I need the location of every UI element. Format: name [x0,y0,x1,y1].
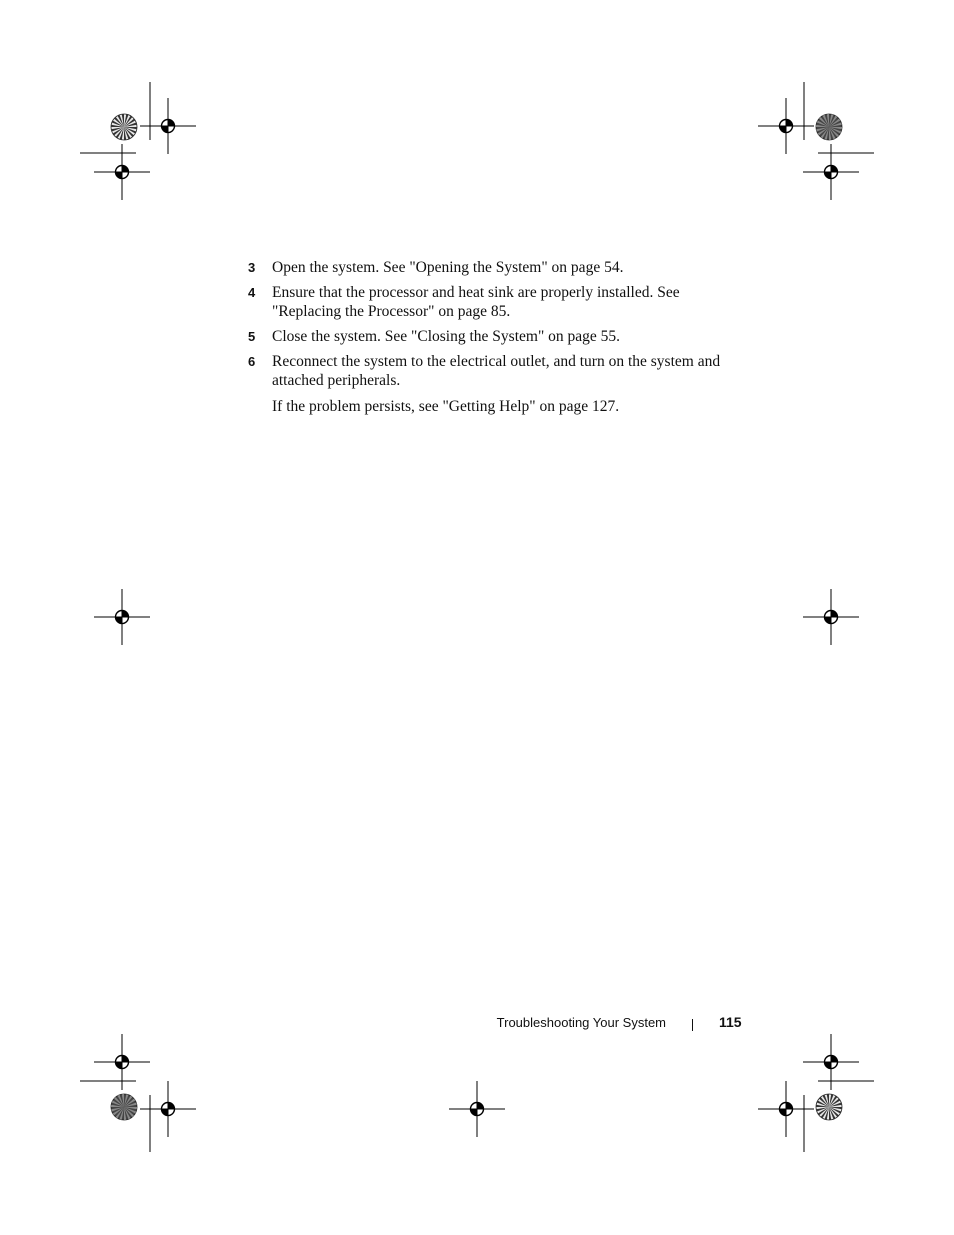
step-text: Open the system. See "Opening the System" on page 54. [272,259,624,276]
step-4 [248,283,748,321]
step-5 [248,327,748,346]
step-number: 4 [248,285,256,300]
step-3 [248,258,748,277]
footer-divider [692,1019,693,1031]
star-target-icon [111,1094,137,1120]
step-number: 3 [248,260,256,275]
star-target-icon [111,114,137,140]
registration-target-icon [94,589,150,645]
step-6 [248,352,748,390]
page-footer [0,1015,954,1035]
step-text: Close the system. See "Closing the System" on page 55. [272,328,621,345]
help-note: If the problem persists, see "Getting Help" on page 127. [272,398,620,415]
registration-target-icon [94,1034,150,1090]
star-target-icon [816,114,842,140]
step-number: 6 [248,354,256,369]
registration-target-icon [758,98,814,154]
registration-target-icon [803,1034,859,1090]
registration-target-icon [758,1081,814,1137]
registration-target-icon [140,98,196,154]
registration-target-icon [803,144,859,200]
step-text: Reconnect the system to the electrical outlet, and turn on the system and attached peripherals. [272,353,721,389]
registration-target-icon [803,589,859,645]
footer-section-title: Troubleshooting Your System [496,1015,666,1030]
step-text: Ensure that the processor and heat sink are properly installed. See "Replacing the Processor" on page 85. [272,284,680,320]
step-number: 5 [248,329,256,344]
registration-target-icon [140,1081,196,1137]
page-number: 115 [719,1014,742,1030]
procedure-steps [248,258,748,396]
star-target-icon [816,1094,842,1120]
registration-target-icon [94,144,150,200]
registration-target-icon [449,1081,505,1137]
